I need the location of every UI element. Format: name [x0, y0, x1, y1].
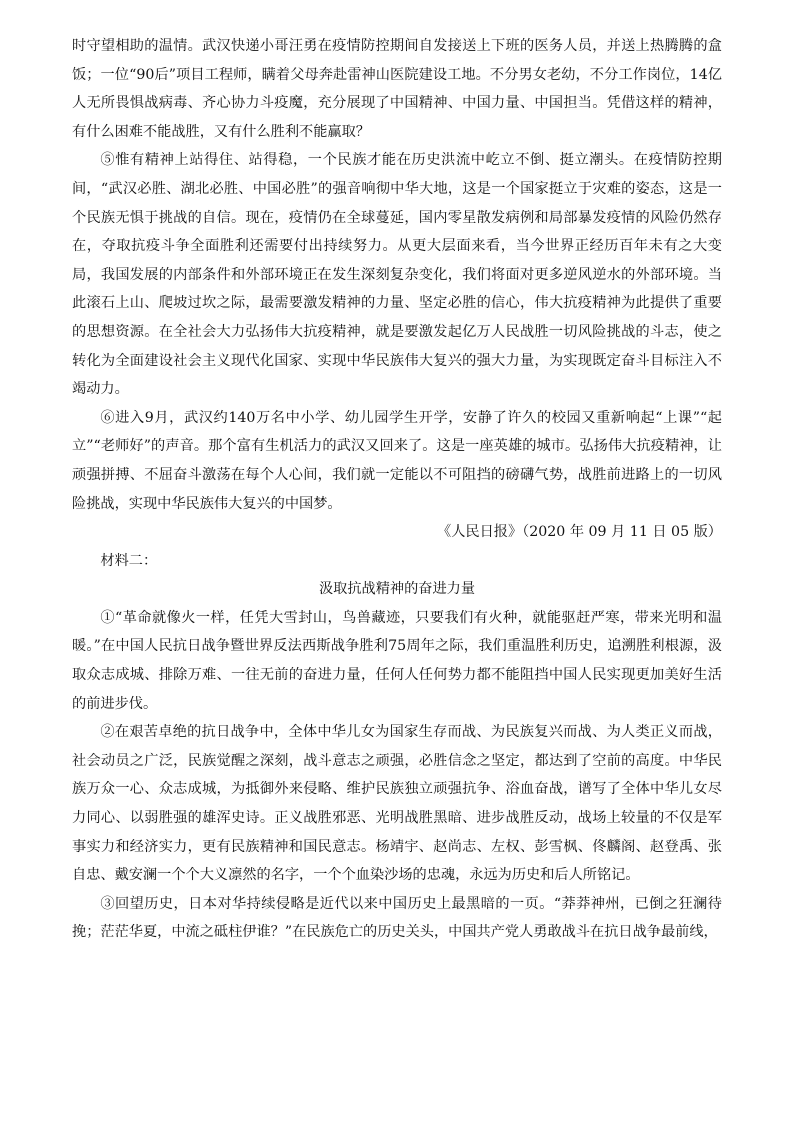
material-2-label: 材料二：: [100, 552, 158, 569]
material-2-paragraph-1: ①“革命就像火一样，任凭大雪封山，鸟兽藏迹，只要我们有火种，就能驱赶严寒，带来光明和温暖。”在中国人民抗日战争暨世界反法西斯战争胜利75周年之际，我们重温胜利历史，追溯胜利根源，汲取众志成城、排除万难、一往无前的奋进力量，任何人任何势力都不能阻挡中国人民实现更加美好生活的前进步伐。: [72, 609, 722, 712]
document-page: [72, 32, 722, 947]
material-2-title: 汲取抗战精神的奋进力量: [318, 581, 476, 598]
paragraph-5: ⑤惟有精神上站得住、站得稳，一个民族才能在历史洪流中屹立不倒、挺立潮头。在疫情防控期间，“武汉必胜、湖北必胜、中国必胜”的强音响彻中华大地，这是一个国家挺立于灾难的姿态，这是一个民族无惧于挑战的自信。现在，疫情仍在全球蔓延，国内零星散发病例和局部暴发疫情的风险仍然存在，夺取抗疫斗争全面胜利还需要付出持续努力。从更大层面来看，当今世界正经历百年未有之大变局，我国发展的内部条件和外部环境正在发生深刻复杂变化，我们将面对更多逆风逆水的外部环境。当此滚石上山、爬坡过坎之际，最需要激发精神的力量、坚定必胜的信心，伟大抗疫精神为此提供了重要的思想资源。在全社会大力弘扬伟大抗疫精神，就是要激发起亿万人民战胜一切风险挑战的斗志，使之转化为全面建设社会主义现代化国家、实现中华民族伟大复兴的强大力量，为实现既定奋斗目标注入不竭动力。: [72, 152, 722, 398]
source-citation: 《人民日报》（2020 年 09 月 11 日 05 版）: [437, 524, 722, 541]
paragraph-6: ⑥进入9月，武汉约140万名中小学、幼儿园学生开学，安静了许久的校园又重新响起“上课”“起立”“老师好”的声音。那个富有生机活力的武汉又回来了。这是一座英雄的城市。弘扬伟大抗疫精神，让顽强拼搏、不屈奋斗激荡在每个人心间，我们就一定能以不可阻挡的磅礴气势，战胜前进路上的一切风险挑战，实现中华民族伟大复兴的中国梦。: [72, 409, 722, 512]
material-2-paragraph-3: ③回望历史，日本对华持续侵略是近代以来中国历史上最黑暗的一页。“莽莽神州，已倒之狂澜待挽；茫茫华夏，中流之砥柱伊谁？”在民族危亡的历史关头，中国共产党人勇敢战斗在抗日战争最前线，: [72, 895, 722, 941]
material-2-paragraph-2: ②在艰苦卓绝的抗日战争中，全体中华儿女为国家生存而战、为民族复兴而战、为人类正义而战，社会动员之广泛，民族觉醒之深刻，战斗意志之顽强，必胜信念之坚定，都达到了空前的高度。中华民族万众一心、众志成城，为抵御外来侵略、维护民族独立顽强抗争、浴血奋战，谱写了全体中华儿女尽力同心、以弱胜强的雄浑史诗。正义战胜邪恶、光明战胜黑暗、进步战胜反动，战场上较量的不仅是军事实力和经济实力，更有民族精神和国民意志。杨靖宇、赵尚志、左权、彭雪枫、佟麟阁、赵登禹、张自忠、戴安澜一个个大义凛然的名字，一个个血染沙场的忠魂，永远为历史和后人所铭记。: [72, 724, 722, 884]
paragraph-continued: 时守望相助的温情。武汉快递小哥汪勇在疫情防控期间自发接送上下班的医务人员，并送上热腾腾的盒饭；一位“90后”项目工程师，瞒着父母奔赴雷神山医院建设工地。不分男女老幼，不分工作岗位，14亿人无所畏惧战病毒、齐心协力斗疫魔，充分展现了中国精神、中国力量、中国担当。凭借这样的精神，有什么困难不能战胜，又有什么胜利不能赢取？: [72, 38, 722, 140]
